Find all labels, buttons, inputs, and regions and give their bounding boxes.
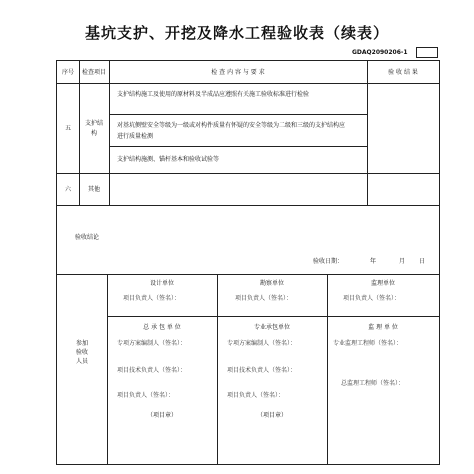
supervising-engineer-signature[interactable]: 专业监理工程师（签名）： xyxy=(333,340,403,347)
header-content: 检 查 内 容 与 要 求 xyxy=(211,69,265,76)
participants-col-divider-1 xyxy=(217,274,218,464)
survey-unit-header: 勘察单位 xyxy=(259,280,284,287)
row5-check-item-1: 支护结构施工及使用的原材料及半成品应遵照有关施工验收标准进行检验 xyxy=(117,91,310,98)
row6-seq: 六 xyxy=(64,186,71,193)
participants-label: 参加验收人员 xyxy=(75,340,88,365)
seq-col-divider xyxy=(79,61,80,205)
sc-project-seal: （项目章） xyxy=(256,412,287,419)
header-result: 验 收 结 果 xyxy=(388,69,418,76)
acceptance-table xyxy=(56,60,440,465)
form-code: GDAQ2090206-1 xyxy=(352,49,408,56)
row5-item: 支护结构 xyxy=(85,120,104,137)
result-col-divider xyxy=(367,61,368,205)
participants-label-divider xyxy=(107,274,108,464)
row5-check-item-3: 支护结构施测、锚杆基本和验收试验等 xyxy=(117,156,220,163)
sub-item-divider-2 xyxy=(109,146,367,147)
form-title: 基坑支护、开挖及降水工程验收表（续表） xyxy=(84,24,389,42)
gc-tech-lead-signature[interactable]: 项目技术负责人（签名）： xyxy=(117,367,187,374)
participants-mid-divider xyxy=(107,316,439,317)
survey-pm-signature[interactable]: 项目负责人（签名）： xyxy=(235,295,293,302)
conclusion-date-label: 验收日期： xyxy=(313,258,344,265)
row6-divider xyxy=(57,205,439,206)
header-item: 检查项目 xyxy=(81,69,106,76)
gc-plan-author-signature[interactable]: 专项方案编制人（签名）： xyxy=(117,340,187,347)
sc-pm-signature[interactable]: 项目负责人（签名）： xyxy=(227,392,285,399)
supervision-unit2-header: 监 理 单 位 xyxy=(368,324,398,331)
row6-item: 其他 xyxy=(87,186,100,193)
conclusion-day: 日 xyxy=(419,258,426,265)
chief-engineer-signature[interactable]: 总监理工程师（签名）： xyxy=(341,380,405,387)
specialty-contractor-header: 专业承包单位 xyxy=(253,324,290,331)
design-pm-signature[interactable]: 项目负责人（签名）： xyxy=(123,295,181,302)
design-unit-header: 设计单位 xyxy=(149,280,174,287)
conclusion-divider xyxy=(57,274,439,275)
participants-col-divider-2 xyxy=(327,274,328,464)
form-code-box[interactable] xyxy=(416,47,438,58)
header-seq: 序号 xyxy=(61,69,74,76)
sub-item-divider-1 xyxy=(109,114,367,115)
sc-tech-lead-signature[interactable]: 项目技术负责人（签名）： xyxy=(227,367,297,374)
sc-plan-author-signature[interactable]: 专项方案编制人（签名）： xyxy=(227,340,297,347)
item-col-divider xyxy=(109,61,110,205)
general-contractor-header: 总 承 包 单 位 xyxy=(143,324,181,331)
header-divider xyxy=(57,83,439,84)
gc-project-seal: （项目章） xyxy=(146,412,177,419)
conclusion-year: 年 xyxy=(370,258,377,265)
conclusion-month: 月 xyxy=(399,258,406,265)
row5-divider xyxy=(57,173,439,174)
supervision-pm-signature[interactable]: 项目负责人（签名）： xyxy=(343,295,401,302)
gc-pm-signature[interactable]: 项目负责人（签名）： xyxy=(117,392,175,399)
supervision-unit-header: 监理单位 xyxy=(370,280,395,287)
row5-seq: 五 xyxy=(64,125,71,132)
conclusion-label: 验收结论 xyxy=(75,234,100,241)
row5-check-item-2: 对基坑侧壁安全等级为一级或对构件质量有怀疑的安全等级为二级和三级的支护结构应进行质量检测 xyxy=(117,122,346,140)
